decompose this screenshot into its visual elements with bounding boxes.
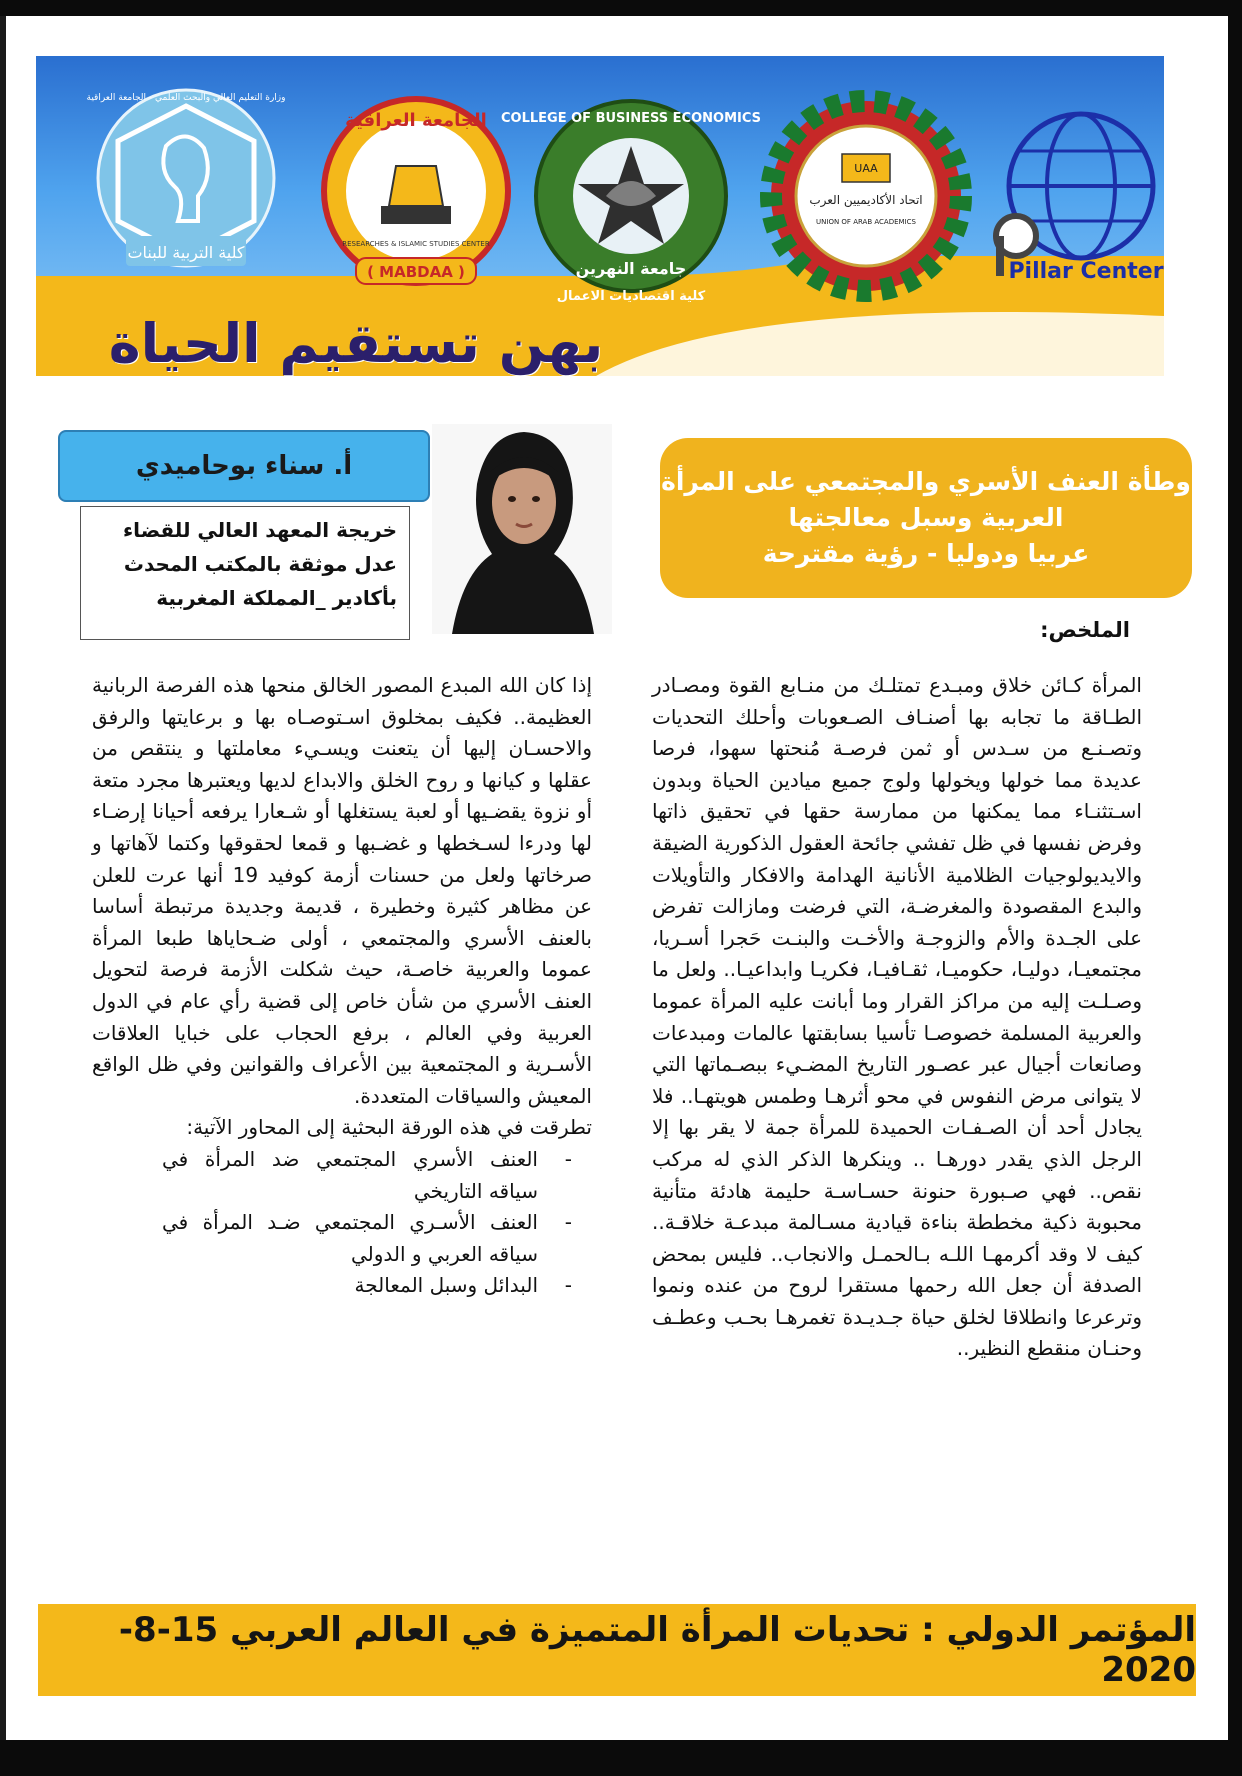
body-paragraph: إذا كان الله المبدع المصور الخالق منحها هذه الفرصة الربانية العظيمة.. فكيف بمخلوق اسـتوصـاه بها و برعايتها والرفق والاحسـان إليها أن يتعنت ويسـيء معاملتها و ينتقص من عقلها و كيانها و روح الخلق والابداع لديها ويعتبرها مجرد متعة أو نزوة يقضـيها أو لعبة يستغلها أو شـعارا يرفعه أحيانا إرضـاء لها ودرءا لسـخطها و غضـبها و قمعا لحقوقها وكتما لآهاتها و صرخاتها ولعل من حسنات أزمة كوفيد 19 أنها عرت للعلن عن مظاهر كثيرة وخطيرة ، قديمة وجديدة مرتبطة أساسا بالعنف الأسري والمجتمعي ، أولى ضـحاياها طبعا المرأة عموما والعربية خاصـة، حيث شكلت الأزمة فرصة لتحويل العنف الأسري من شأن خاص إلى قضية رأي عام في الدول العربية وفي العالم ، برفع الحجاب على خبايا العلاقات الأسـرية و المجتمعية بين الأعراف والقوانين وفي ظل الواقع المعيش والسياقات المتعددة. (92, 673, 592, 1108)
author-bio-line: خريجة المعهد العالي للقضاء (122, 518, 397, 542)
conference-footer (38, 1604, 1196, 1696)
bullet-dash-icon: - (564, 1273, 572, 1298)
svg-text:( MABDAA ): ( MABDAA ) (367, 263, 465, 281)
page-border-top (0, 0, 1242, 16)
page-border-bottom (0, 1740, 1242, 1776)
axis-item-text: العنف الأسري المجتمعي ضد المرأة في سياقه التاريخي (162, 1146, 538, 1203)
abstract-column (652, 670, 1142, 1365)
svg-text:اتحاد الأكاديميين العرب: اتحاد الأكاديميين العرب (809, 193, 923, 207)
list-item (92, 1144, 592, 1207)
body-column (92, 670, 592, 1302)
axis-item-text: العنف الأسـري المجتمعي ضـد المرأة في سياقه العربي و الدولي (162, 1210, 538, 1266)
axes-list (92, 1144, 592, 1302)
author-name: أ. سناء بوحاميدي (135, 451, 353, 481)
pillar-center-logo (986, 96, 1164, 296)
svg-text:وزارة التعليم العالي والبحث ال: وزارة التعليم العالي والبحث العلمي - الجامعة العراقية (86, 93, 286, 103)
axes-intro: تطرقت في هذه الورقة البحثية إلى المحاور الآتية: (186, 1115, 592, 1140)
svg-text:UAA: UAA (854, 162, 878, 175)
article-title-line: وطأة العنف الأسري والمجتمعي على المرأة (661, 467, 1191, 496)
college-women-education-logo (86, 86, 286, 296)
header-banner (36, 56, 1164, 375)
article-title-box (660, 438, 1192, 598)
abstract-paragraph: المرأة كـائن خلاق ومبـدع تمتلـك من منـابع القوة ومصـادر الطـاقة ما تجابه بها أصنـاف الصـعوبات وأحلك التحديات وتصـنـع من سـدس أو ثمن فرصـة مُنحتها سهوا، فرصا عديدة مما خولها ويخولها ولوج جميع ميادين الحياة وبدون اسـتثنـاء مما يمكنها من ممارسة حقها في تحقيق ذاتها وفرض نفسها في ظل تفشي جائحة العقول الذكورية الضيقة والايديولوجيات الظلامية الأنانية الهدامة والافكار والتأويلات والبدع المقصودة والمغرضـة، التي فرضت ومازالت تفرض على الجـدة والأم والزوجـة والأخـت والبنـت حَجرا أسـريا، مجتمعيـا، دوليـا، حكوميـا، ثقـافيـا، فكريـا وابداعيـا.. ولعل ما وصـلـت إليه من مراكز القرار وما أبانت عليه المرأة عموما والعربية المسلمة خصوصـا تأسيا بسابقتها عالمات ومبدعات وصانعات أجيال عبر عصـور التاريخ المضـيء ببصـماتها التي لا يتوانى مرض النفوس في محو أثرهـا وطمس هويتهـا.. فلا يجادل أحد أن الصـفـات الحميدة للمرأة جمة لا يقر بها إلا الرجل الذي يقدر دورهـا .. وينكرها الذكر الذي له مركب نقص.. فهي صـبورة حنونة حسـاسـة حليمة هادئة متأنية محبوبة ذكية مخططة بناءة قيادية مسـالمة مبدعـة خلاقـة.. كيف لا وقد أكرمهـا اللـه بـالحمـل والانجاب.. فليس بمحض الصدفة أن جعل الله رحمها مستقرا لروح من عنده ونموا وترعرعا وانطلاقا لخلق حياة جـديـدة تغمرهـا بحـب وعطـف وحنـان منقطع النظير.. (652, 673, 1142, 1361)
college-business-economics-logo (501, 96, 761, 306)
bullet-dash-icon: - (564, 1146, 572, 1171)
abstract-label: الملخص: (1040, 618, 1130, 642)
axis-item-text: البدائل وسبل المعالجة (354, 1273, 538, 1298)
article-title-line: عربيا ودوليا - رؤية مقترحة (762, 539, 1090, 568)
author-bio-line: بأكادير _المملكة المغربية (156, 586, 397, 610)
page-border-right (1228, 0, 1242, 1776)
svg-text:COLLEGE OF BUSINESS ECONOMICS: COLLEGE OF BUSINESS ECONOMICS (501, 111, 761, 126)
conference-title: المؤتمر الدولي : تحديات المرأة المتميزة في العالم العربي 15-8-2020 (118, 1610, 1196, 1690)
article-title-line: العربية وسبل معالجتها (788, 503, 1064, 532)
author-photo (432, 424, 612, 634)
svg-text:كلية التربية للبنات: كلية التربية للبنات (127, 243, 245, 262)
banner-slogan: بهن تستقيم الحياة (108, 312, 604, 375)
author-name-box (58, 430, 430, 502)
svg-text:RESEARCHES & ISLAMIC STUDIES C: RESEARCHES & ISLAMIC STUDIES CENTER (342, 240, 490, 248)
author-bio-line: عدل موثقة بالمكتب المحدث (123, 552, 397, 576)
svg-text:الجامعة العراقية: الجامعة العراقية (345, 110, 487, 131)
list-item (92, 1207, 592, 1270)
svg-text:كلية اقتصاديات الاعمال: كلية اقتصاديات الاعمال (556, 289, 706, 304)
union-arab-academics-logo (766, 96, 966, 296)
svg-text:جامعة النهرين: جامعة النهرين (575, 259, 687, 278)
list-item (92, 1270, 592, 1302)
author-bio (80, 506, 410, 640)
svg-text:Pillar Center: Pillar Center (1008, 259, 1164, 284)
bullet-dash-icon: - (564, 1210, 572, 1235)
mabdaa-center-logo (311, 96, 521, 296)
page-border-left (0, 0, 6, 1776)
svg-text:UNION OF ARAB ACADEMICS: UNION OF ARAB ACADEMICS (816, 218, 916, 226)
